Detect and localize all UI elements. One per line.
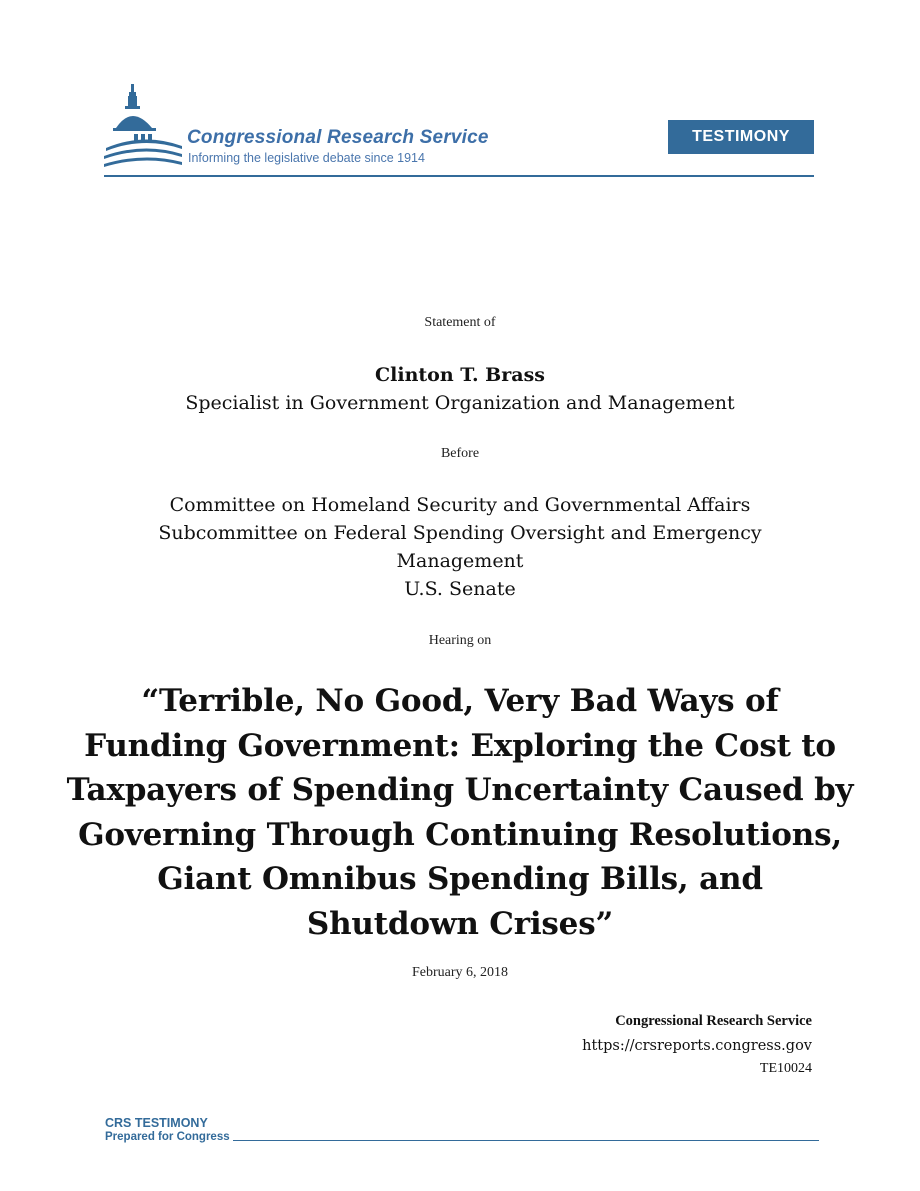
committee-block (0, 491, 920, 603)
hearing-title-line: Taxpayers of Spending Uncertainty Caused by (66, 772, 854, 809)
hearing-on-label: Hearing on (428, 633, 492, 648)
publisher-name: Congressional Research Service (615, 1013, 812, 1029)
crs-header (104, 82, 814, 178)
crs-footer (105, 1116, 819, 1152)
report-id: TE10024 (759, 1061, 812, 1076)
org-tagline: Informing the legislative debate since 1914 (188, 151, 425, 165)
hearing-title-line: Shutdown Crises” (306, 905, 614, 942)
witness-title: Specialist in Government Organization and Management (185, 392, 735, 414)
capitol-dome-icon (104, 82, 184, 170)
footer-title: CRS TESTIMONY (105, 1116, 208, 1130)
testimony-badge: TESTIMONY (668, 120, 814, 154)
publisher-url[interactable]: https://crsreports.congress.gov (582, 1038, 812, 1054)
hearing-title-line: “Terrible, No Good, Very Bad Ways of (141, 683, 779, 719)
header-divider (104, 175, 814, 177)
subcommittee-line: Subcommittee on Federal Spending Oversight and Emergency (158, 522, 762, 544)
org-name: Congressional Research Service (187, 127, 489, 148)
footer-divider (233, 1140, 819, 1141)
witness-name: Clinton T. Brass (375, 364, 545, 386)
hearing-date: February 6, 2018 (411, 965, 509, 980)
hearing-title-line: Funding Government: Exploring the Cost to (84, 727, 836, 764)
statement-of-label: Statement of (424, 315, 496, 330)
subcommittee-line-cont: Management (396, 550, 524, 572)
before-label: Before (440, 446, 480, 461)
footer-subtitle: Prepared for Congress (105, 1131, 230, 1143)
hearing-title (0, 679, 920, 947)
hearing-title-line: Giant Omnibus Spending Bills, and (157, 861, 763, 898)
hearing-title-line: Governing Through Continuing Resolutions, (78, 816, 842, 853)
committee-line: Committee on Homeland Security and Governmental Affairs (169, 494, 751, 516)
chamber-line: U.S. Senate (404, 578, 516, 600)
